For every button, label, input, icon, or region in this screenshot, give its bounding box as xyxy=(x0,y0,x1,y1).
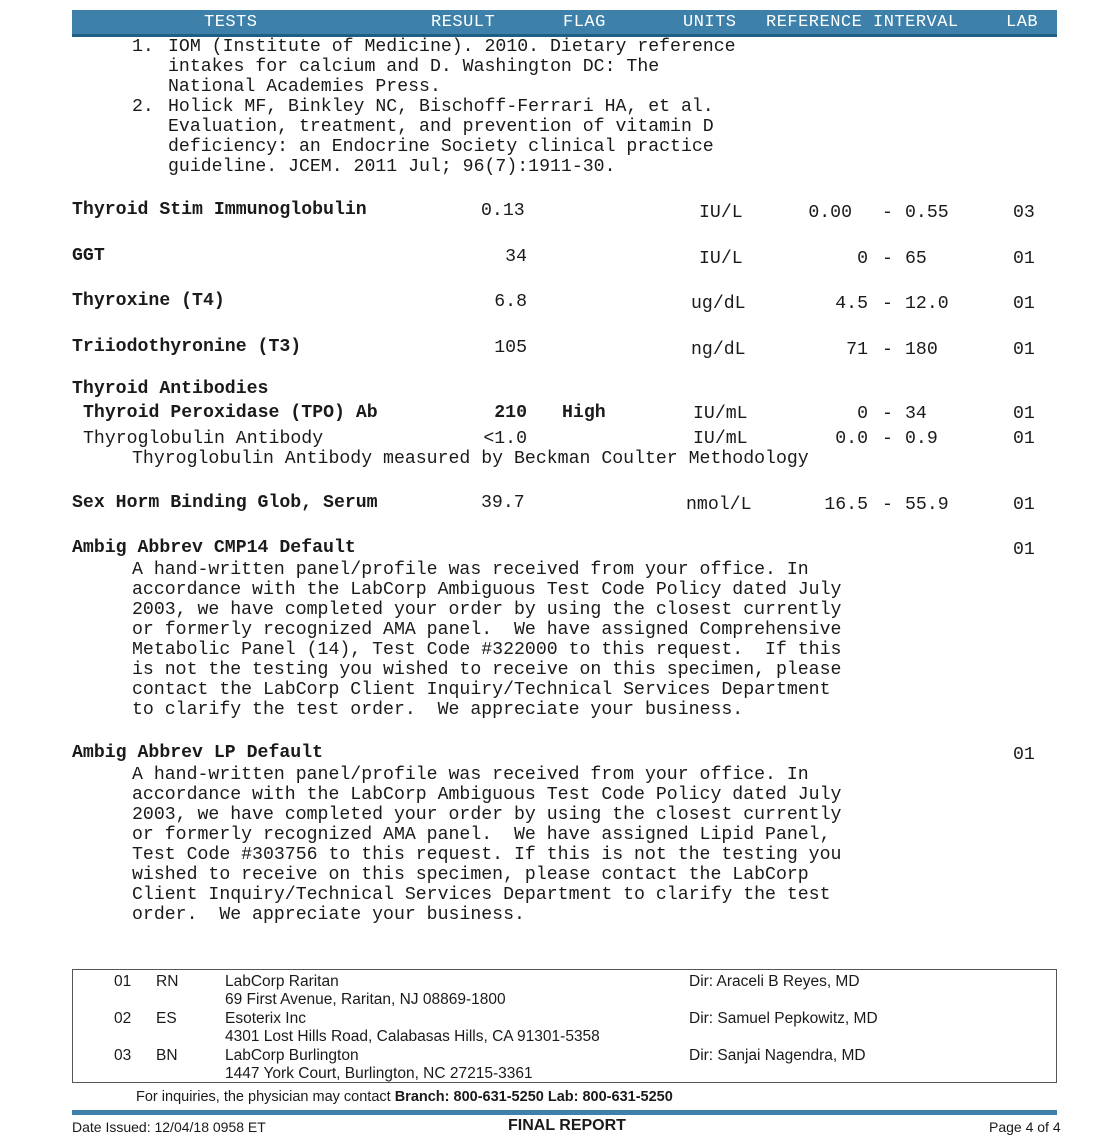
lab-address: 69 First Avenue, Raritan, NJ 08869-1800 xyxy=(225,991,506,1008)
note-line: Test Code #303756 to this request. If this is not the testing you xyxy=(132,845,842,865)
ref-high: 65 xyxy=(905,249,927,269)
reference-number: 1. xyxy=(132,37,154,57)
test-name: Thyroxine (T4) xyxy=(72,291,225,311)
lab-number: 01 xyxy=(114,973,132,990)
header-units: UNITS xyxy=(683,13,737,32)
note-line: is not the testing you wished to receive on this specimen, please xyxy=(132,660,842,680)
test-result: 34 xyxy=(505,247,527,267)
test-units: IU/L xyxy=(699,203,743,223)
inquiry-phone: Branch: 800-631-5250 Lab: 800-631-5250 xyxy=(394,1089,673,1105)
test-lab: 01 xyxy=(1013,294,1035,314)
test-units: nmol/L xyxy=(686,495,752,515)
note-line: accordance with the LabCorp Ambiguous Test Code Policy dated July xyxy=(132,785,842,805)
test-units: IU/L xyxy=(699,249,743,269)
header-flag: FLAG xyxy=(563,13,606,32)
test-name: Thyroid Peroxidase (TPO) Ab xyxy=(83,403,378,423)
reference-line: National Academies Press. xyxy=(168,77,441,97)
test-lab: 03 xyxy=(1013,203,1035,223)
test-name: GGT xyxy=(72,246,105,266)
header-lab: LAB xyxy=(1006,13,1039,32)
test-result: <1.0 xyxy=(483,429,527,449)
lab-locations-box xyxy=(72,969,1057,1083)
note-line: 2003, we have completed your order by using the closest currently xyxy=(132,600,842,620)
ref-high: 34 xyxy=(905,404,927,424)
inquiry-text: For inquiries, the physician may contact xyxy=(136,1089,395,1105)
test-units: IU/mL xyxy=(693,429,748,449)
page-number: Page 4 of 4 xyxy=(989,1119,1061,1135)
test-units: ug/dL xyxy=(691,294,746,314)
header-tests: TESTS xyxy=(204,13,258,32)
column-header-bar xyxy=(72,10,1057,37)
reference-line: guideline. JCEM. 2011 Jul; 96(7):1911-30. xyxy=(168,157,616,177)
test-lab: 01 xyxy=(1013,340,1035,360)
lab-name: Esoterix Inc xyxy=(225,1010,306,1027)
note-line: or formerly recognized AMA panel. We have assigned Lipid Panel, xyxy=(132,825,831,845)
test-note: Thyroglobulin Antibody measured by Beckman Coulter Methodology xyxy=(132,449,809,469)
section-title: Ambig Abbrev CMP14 Default xyxy=(72,538,356,558)
section-title: Ambig Abbrev LP Default xyxy=(72,743,324,763)
test-units: ng/dL xyxy=(691,340,746,360)
note-line: 2003, we have completed your order by using the closest currently xyxy=(132,805,842,825)
lab-code: BN xyxy=(156,1047,178,1064)
ref-low: 71 xyxy=(846,340,868,360)
note-line: wished to receive on this specimen, please contact the LabCorp xyxy=(132,865,809,885)
report-status: FINAL REPORT xyxy=(508,1117,626,1134)
note-line: A hand-written panel/profile was received from your office. In xyxy=(132,765,809,785)
reference-number: 2. xyxy=(132,97,154,117)
reference-line: deficiency: an Endocrine Society clinical practice xyxy=(168,137,714,157)
note-line: Client Inquiry/Technical Services Department to clarify the test xyxy=(132,885,831,905)
lab-address: 1447 York Court, Burlington, NC 27215-3361 xyxy=(225,1065,533,1082)
test-result: 0.13 xyxy=(481,201,525,221)
note-line: or formerly recognized AMA panel. We have assigned Comprehensive xyxy=(132,620,842,640)
test-name: Thyroglobulin Antibody xyxy=(83,429,324,449)
ref-low: 0 xyxy=(857,249,868,269)
test-lab: 01 xyxy=(1013,249,1035,269)
lab-name: LabCorp Raritan xyxy=(225,973,339,990)
lab-code: ES xyxy=(156,1010,177,1027)
ref-low: 16.5 xyxy=(824,495,868,515)
ref-separator: - xyxy=(882,495,893,515)
reference-line: Evaluation, treatment, and prevention of vitamin D xyxy=(168,117,714,137)
lab-code: RN xyxy=(156,973,179,990)
lab-number: 02 xyxy=(114,1010,132,1027)
note-line: order. We appreciate your business. xyxy=(132,905,525,925)
reference-line: intakes for calcium and D. Washington DC: The xyxy=(168,57,660,77)
test-flag: High xyxy=(562,403,606,423)
ref-low: 0 xyxy=(857,404,868,424)
ref-high: 55.9 xyxy=(905,495,949,515)
ref-separator: - xyxy=(882,340,893,360)
footer-rule xyxy=(72,1110,1057,1115)
note-line: to clarify the test order. We appreciate your business. xyxy=(132,700,744,720)
ref-low: 0.0 xyxy=(835,429,868,449)
lab-number: 03 xyxy=(114,1047,132,1064)
note-line: contact the LabCorp Client Inquiry/Technical Services Department xyxy=(132,680,831,700)
test-name: Triiodothyronine (T3) xyxy=(72,337,302,357)
reference-line: IOM (Institute of Medicine). 2010. Dietary reference xyxy=(168,37,736,57)
test-result: 6.8 xyxy=(494,292,527,312)
ref-separator: - xyxy=(882,203,893,223)
ref-high: 12.0 xyxy=(905,294,949,314)
section-lab: 01 xyxy=(1013,745,1035,765)
lab-director: Dir: Sanjai Nagendra, MD xyxy=(689,1047,866,1064)
section-heading-thyroid-antibodies: Thyroid Antibodies xyxy=(72,379,269,399)
note-line: A hand-written panel/profile was received from your office. In xyxy=(132,560,809,580)
lab-name: LabCorp Burlington xyxy=(225,1047,359,1064)
reference-line: Holick MF, Binkley NC, Bischoff-Ferrari HA, et al. xyxy=(168,97,714,117)
ref-high: 180 xyxy=(905,340,938,360)
ref-high: 0.55 xyxy=(905,203,949,223)
note-line: accordance with the LabCorp Ambiguous Test Code Policy dated July xyxy=(132,580,842,600)
test-result: 105 xyxy=(494,338,527,358)
test-name: Thyroid Stim Immunoglobulin xyxy=(72,200,367,220)
test-result: 39.7 xyxy=(481,493,525,513)
test-result: 210 xyxy=(494,403,527,423)
ref-high: 0.9 xyxy=(905,429,938,449)
header-reference-interval: REFERENCE INTERVAL xyxy=(766,13,959,32)
test-lab: 01 xyxy=(1013,429,1035,449)
ref-low: 4.5 xyxy=(835,294,868,314)
note-line: Metabolic Panel (14), Test Code #322000 to this request. If this xyxy=(132,640,842,660)
date-issued: Date Issued: 12/04/18 0958 ET xyxy=(72,1119,266,1135)
ref-separator: - xyxy=(882,429,893,449)
test-lab: 01 xyxy=(1013,495,1035,515)
ref-low: 0.00 xyxy=(808,203,852,223)
test-units: IU/mL xyxy=(693,404,748,424)
ref-separator: - xyxy=(882,294,893,314)
section-lab: 01 xyxy=(1013,540,1035,560)
inquiry-line xyxy=(136,1088,673,1106)
ref-separator: - xyxy=(882,404,893,424)
lab-address: 4301 Lost Hills Road, Calabasas Hills, CA 91301-5358 xyxy=(225,1028,600,1045)
ref-separator: - xyxy=(882,249,893,269)
lab-director: Dir: Araceli B Reyes, MD xyxy=(689,973,860,990)
header-result: RESULT xyxy=(431,13,496,32)
test-lab: 01 xyxy=(1013,404,1035,424)
lab-director: Dir: Samuel Pepkowitz, MD xyxy=(689,1010,878,1027)
test-name: Sex Horm Binding Glob, Serum xyxy=(72,493,378,513)
